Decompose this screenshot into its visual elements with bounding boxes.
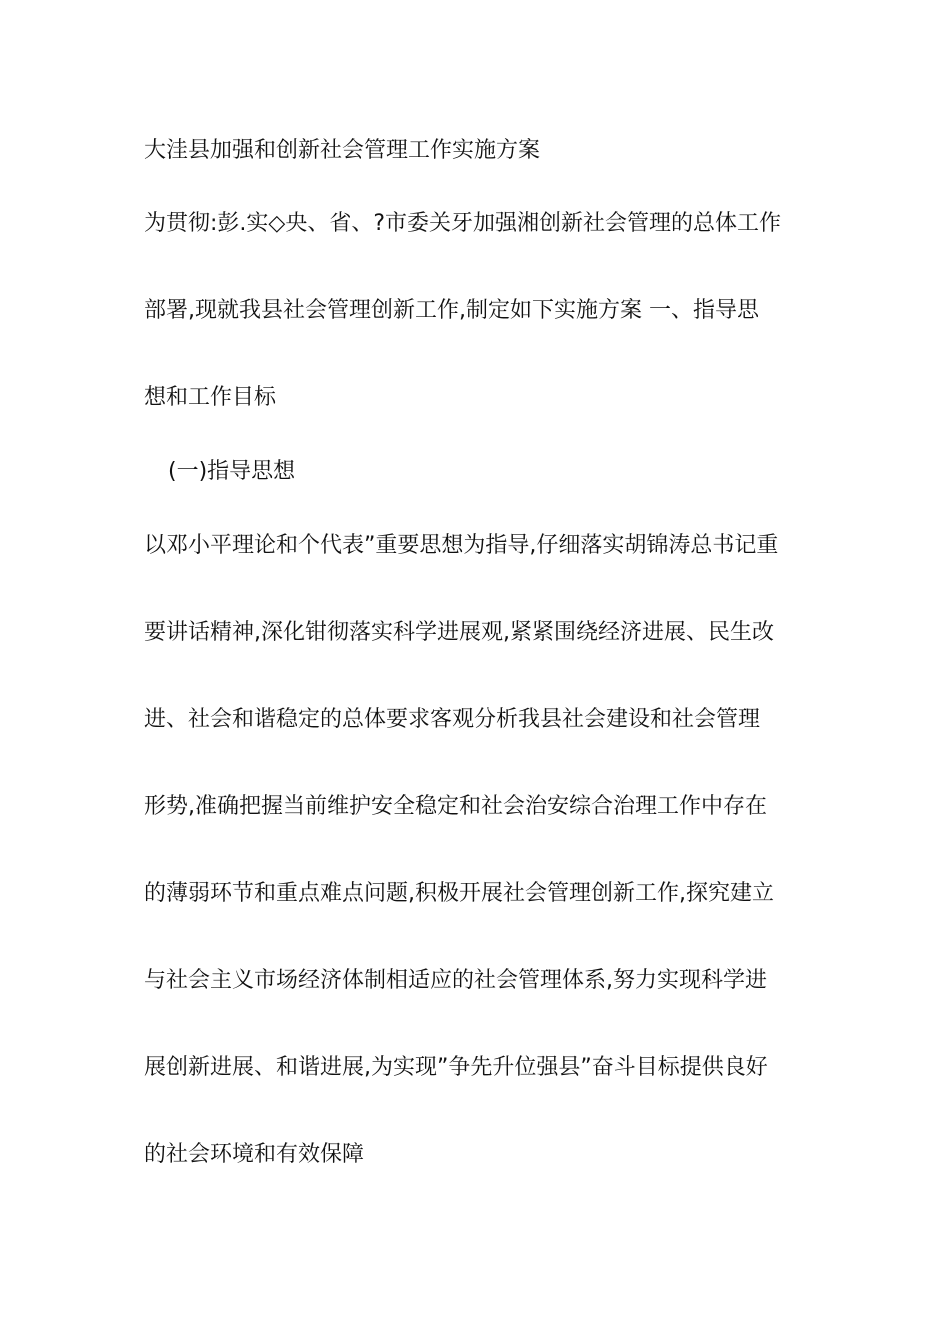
section-heading: (一)指导思想 [168,459,296,484]
intro-line: 部署,现就我县社会管理创新工作,制定如下实施方案 一、指导思 [144,298,759,323]
body-line: 要讲话精神,深化钳彻落实科学进展观,紧紧围绕经济进展、民生改 [144,620,774,645]
document-title: 大洼县加强和创新社会管理工作实施方案 [144,138,541,163]
body-line: 的薄弱环节和重点难点问题,积极开展社会管理创新工作,探究建立 [144,881,774,906]
body-line: 形势,准确把握当前维护安全稳定和社会治安综合治理工作中存在 [144,794,767,819]
body-line: 与社会主义市场经济体制相适应的社会管理体系,努力实现科学进 [144,968,767,993]
body-line: 展创新进展、和谐进展,为实现”争先升位强县”奋斗目标提供良好 [144,1055,768,1080]
intro-line: 为贯彻:彭.实◇央、省、?市委关牙加强湘创新社会管理的总体工作 [144,211,782,236]
body-line: 的社会环境和有效保障 [144,1142,365,1167]
intro-line: 想和工作目标 [144,385,277,410]
body-line: 进、社会和谐稳定的总体要求客观分析我县社会建设和社会管理 [144,707,761,732]
body-line: 以邓小平理论和个代表”重要思想为指导,仔细落实胡锦涛总书记重 [144,533,779,558]
